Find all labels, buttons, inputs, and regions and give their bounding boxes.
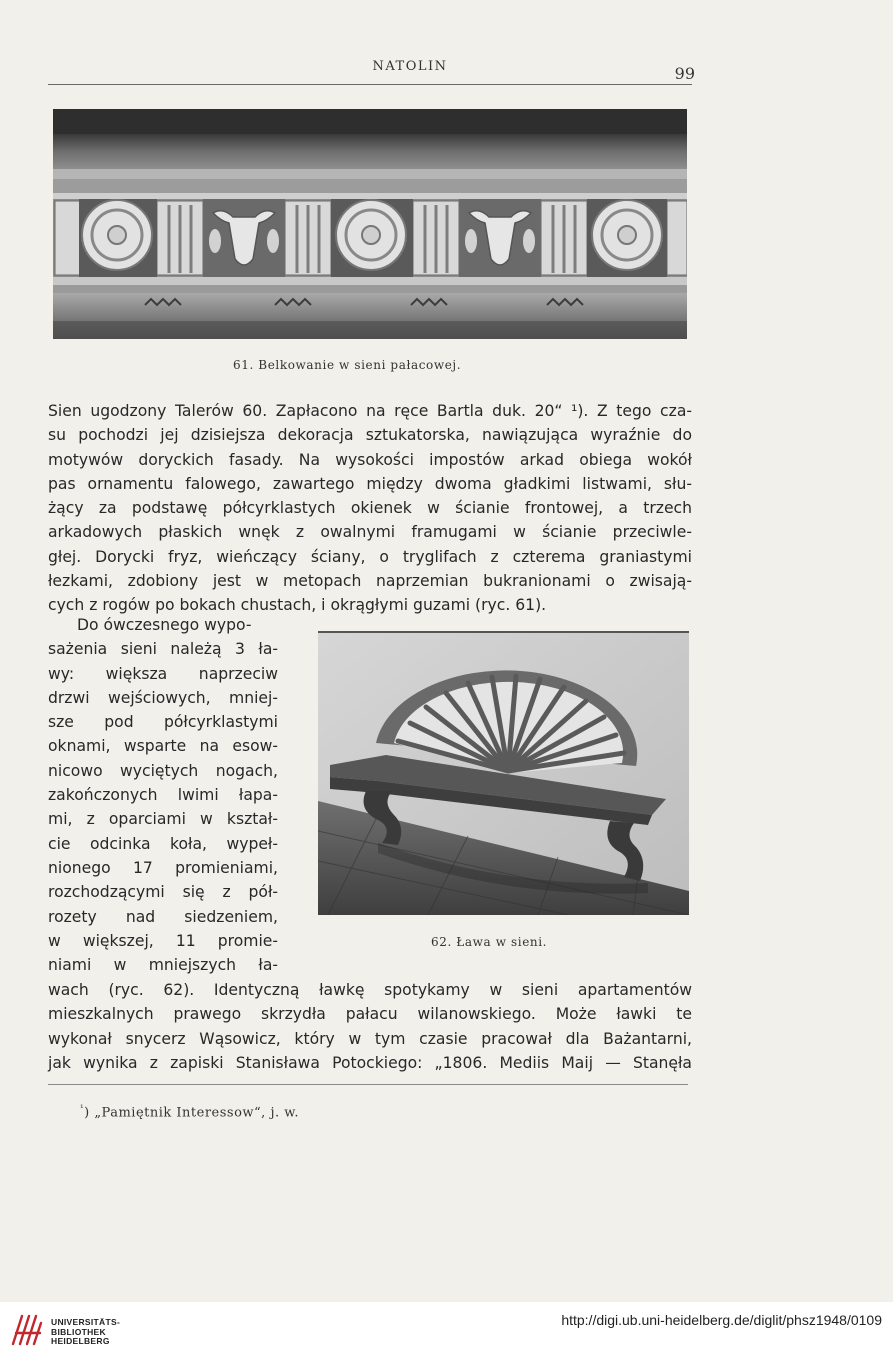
text-line: sze pod półcyrklastymi xyxy=(48,713,278,732)
text-line: wach (ryc. 62). Identyczną ławkę spotykamy w sieni apartamentów xyxy=(48,981,692,999)
text-line: Sien ugodzony Talerów 60. Zapłacono na ręce Bartla duk. 20“ ¹). Z tego cza- xyxy=(48,402,692,420)
figure-61-caption: 61. Belkowanie w sieni pałacowej. xyxy=(233,358,462,372)
university-library-logo-icon xyxy=(10,1313,44,1347)
text-line: mi, z oparciami w kształ- xyxy=(48,810,278,829)
text-line: nicowo wyciętych nogach, xyxy=(48,761,278,780)
text-line: sażenia sieni należą 3 ła- xyxy=(48,640,278,659)
page-number: 99 xyxy=(674,64,695,83)
text-line: arkadowych płaskich wnęk z owalnymi framugami w ścianie przeciwle- xyxy=(48,523,692,542)
text-line: jak wynika z zapiski Stanisława Potockiego: „1806. Mediis Maij — Stanęła xyxy=(48,1053,692,1072)
header-rule xyxy=(48,84,692,85)
text-line: oknami, wsparte na esow- xyxy=(48,737,278,756)
text-line: łezkami, zdobiony jest w metopach naprzemian bukranionami o zwisają- xyxy=(48,572,692,591)
footnote xyxy=(80,1104,299,1120)
text-line: su pochodzi jej dzisiejsza dekoracja sztukatorska, nawiązująca wyraźnie do xyxy=(48,426,692,445)
text-line: nionego 17 promieniami, xyxy=(48,858,278,877)
text-line: w większej, 11 promie- xyxy=(48,931,278,950)
text-line: wy: większa naprzeciw xyxy=(48,664,278,683)
text-line: rozchodzącymi się z pół- xyxy=(48,883,278,902)
library-name-line: HEIDELBERG xyxy=(51,1336,110,1346)
text-line: cych z rogów po bokach chustach, i okrągłymi guzami (ryc. 61). xyxy=(48,596,547,615)
text-line: cie odcinka koła, wypeł- xyxy=(48,834,278,853)
text-line: zakończonych lwimi łapa- xyxy=(48,786,278,805)
text-line: pas ornamentu falowego, zawartego między dwoma gładkimi listwami, słu- xyxy=(48,474,692,493)
text-line: Do ówczesnego wypo- xyxy=(77,616,252,634)
library-name-line: UNIVERSITÄTS- xyxy=(51,1317,121,1327)
library-name xyxy=(51,1318,120,1347)
footnote-text: ) „Pamiętnik Interessow“, j. w. xyxy=(84,1105,299,1121)
text-line: motywów doryckich fasady. Na wysokości impostów arkad obiega wokół xyxy=(48,450,692,469)
running-title: NATOLIN xyxy=(372,59,448,74)
text-line: drzwi wejściowych, mniej- xyxy=(48,688,278,707)
figure-61-entablature-photo xyxy=(53,109,687,339)
footnote-rule xyxy=(48,1084,688,1085)
paragraph-2-wide-continuation xyxy=(48,978,692,1075)
footnote-marker: ¹ xyxy=(80,1104,85,1114)
paragraph-2-narrow-column xyxy=(48,613,278,977)
paragraph-1 xyxy=(48,399,692,618)
text-line: głej. Dorycki fryz, wieńczący ściany, o tryglifach z czterema graniastymi xyxy=(48,547,692,566)
text-line: rozety nad siedzeniem, xyxy=(48,907,278,926)
text-line: żący za podstawę półcyrklastych okienek w ścianie frontowej, a trzech xyxy=(48,499,692,518)
figure-62-caption: 62. Ława w sieni. xyxy=(431,935,548,949)
figure-62-bench-photo xyxy=(318,631,689,915)
library-name-line: BIBLIOTHEK xyxy=(51,1326,106,1337)
text-line: mieszkalnych prawego skrzydła pałacu wilanowskiego. Może ławki te xyxy=(48,1005,692,1024)
text-line: niami w mniejszych ła- xyxy=(48,956,278,975)
text-line: wykonał snycerz Wąsowicz, który w tym czasie pracował dla Bażantarni, xyxy=(48,1029,692,1048)
document-url-link[interactable]: http://digi.ub.uni-heidelberg.de/diglit/phsz1948/0109 xyxy=(561,1312,882,1328)
